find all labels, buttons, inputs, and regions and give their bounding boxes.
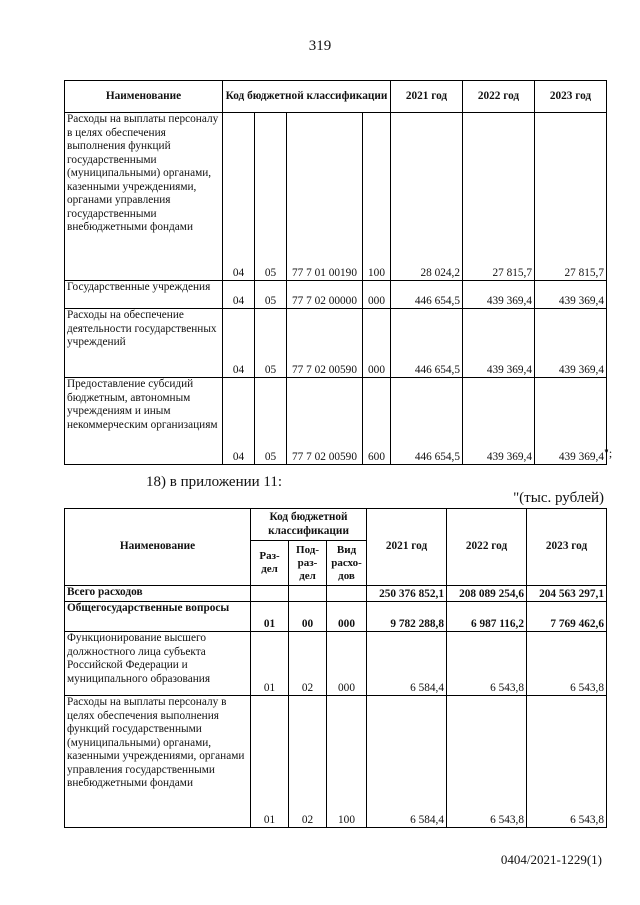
- table-row: [65, 378, 607, 465]
- cell-2023: 6 543,8: [527, 696, 607, 828]
- cell-vid: 100: [363, 113, 391, 281]
- header-name: Наименование: [65, 81, 223, 113]
- cell-2022: 439 369,4: [463, 281, 535, 309]
- cell-2023: 6 543,8: [527, 632, 607, 696]
- header-razdel: Раз-дел: [251, 541, 289, 586]
- closing-quote-mark: ";: [604, 446, 613, 460]
- cell-2021: 9 782 288,8: [367, 602, 447, 632]
- cell-podrazdel: 05: [255, 309, 287, 378]
- cell-2021: 446 654,5: [391, 309, 463, 378]
- cell-podrazdel: 02: [289, 632, 327, 696]
- header-2022: 2022 год: [447, 509, 527, 586]
- section-heading: 18) в приложении 11:: [146, 474, 283, 490]
- cell-2022: 6 987 116,2: [447, 602, 527, 632]
- cell-vid: 000: [363, 281, 391, 309]
- table-row: [65, 309, 607, 378]
- cell-podrazdel: 00: [289, 602, 327, 632]
- cell-2022: 208 089 254,6: [447, 586, 527, 602]
- header-2023: 2023 год: [535, 81, 607, 113]
- table-row: [65, 632, 607, 696]
- cell-2021: 28 024,2: [391, 113, 463, 281]
- cell-2021: 446 654,5: [391, 378, 463, 465]
- header-podrazdel: Под-раз-дел: [289, 541, 327, 586]
- cell-podrazdel: 05: [255, 378, 287, 465]
- cell-razdel: 01: [251, 696, 289, 828]
- cell-podrazdel: 05: [255, 281, 287, 309]
- header-name: Наименование: [65, 509, 251, 586]
- table-row: [65, 696, 607, 828]
- cell-2022: 439 369,4: [463, 309, 535, 378]
- cell-2023: 439 369,4: [535, 281, 607, 309]
- cell-vid: 000: [363, 309, 391, 378]
- cell-razdel: 04: [223, 309, 255, 378]
- budget-table-2: [64, 508, 607, 828]
- header-code: Код бюджетной классификации: [251, 509, 367, 541]
- row-name: Государственные учреждения: [65, 281, 223, 309]
- cell-2021: 446 654,5: [391, 281, 463, 309]
- cell-podrazdel: 05: [255, 113, 287, 281]
- units-label: "(тыс. рублей): [513, 490, 604, 506]
- cell-2022: 6 543,8: [447, 696, 527, 828]
- cell-2023: 7 769 462,6: [527, 602, 607, 632]
- document-number: 0404/2021-1229(1): [500, 852, 602, 867]
- cell-razdel: 01: [251, 602, 289, 632]
- cell-empty: [289, 586, 327, 602]
- header-2023: 2023 год: [527, 509, 607, 586]
- cell-csr: 77 7 02 00000: [287, 281, 363, 309]
- table-row: [65, 602, 607, 632]
- cell-2023: 27 815,7: [535, 113, 607, 281]
- total-row: [65, 586, 607, 602]
- row-name: Расходы на обеспечение деятельности государственных учреждений: [65, 309, 223, 378]
- cell-vid: 100: [327, 696, 367, 828]
- cell-2023: 439 369,4: [535, 378, 607, 465]
- cell-vid: 000: [327, 602, 367, 632]
- cell-vid: 600: [363, 378, 391, 465]
- cell-2022: 27 815,7: [463, 113, 535, 281]
- cell-2022: 6 543,8: [447, 632, 527, 696]
- row-name: Предоставление субсидий бюджетным, автономным учреждениям и иным некоммерческим организациям: [65, 378, 223, 465]
- cell-csr: 77 7 02 00590: [287, 309, 363, 378]
- row-name: Общегосударственные вопросы: [65, 602, 251, 632]
- header-code: Код бюджетной классификации: [223, 81, 391, 113]
- cell-empty: [251, 586, 289, 602]
- cell-2021: 6 584,4: [367, 696, 447, 828]
- header-2021: 2021 год: [391, 81, 463, 113]
- table-row: [65, 113, 607, 281]
- header-vid: Вид расхо-дов: [327, 541, 367, 586]
- table-row: [65, 281, 607, 309]
- row-name: Расходы на выплаты персоналу в целях обеспечения выполнения функций государственными (муниципальными) органами, казенными учреждениями, органами управления государственными внебюджетными фондами: [65, 113, 223, 281]
- cell-razdel: 04: [223, 378, 255, 465]
- header-2021: 2021 год: [367, 509, 447, 586]
- total-label: Всего расходов: [65, 586, 251, 602]
- cell-empty: [327, 586, 367, 602]
- cell-vid: 000: [327, 632, 367, 696]
- cell-razdel: 04: [223, 281, 255, 309]
- row-name: Расходы на выплаты персоналу в целях обеспечения выполнения функций государственными (муниципальными) органами, казенными учреждениями, органами управления государственными внебюджетными фондами: [65, 696, 251, 828]
- budget-table-1: [64, 80, 607, 465]
- cell-razdel: 01: [251, 632, 289, 696]
- cell-2023: 204 563 297,1: [527, 586, 607, 602]
- header-2022: 2022 год: [463, 81, 535, 113]
- cell-2023: 439 369,4: [535, 309, 607, 378]
- cell-csr: 77 7 01 00190: [287, 113, 363, 281]
- page-number: 319: [308, 38, 332, 54]
- cell-razdel: 04: [223, 113, 255, 281]
- cell-csr: 77 7 02 00590: [287, 378, 363, 465]
- cell-2021: 250 376 852,1: [367, 586, 447, 602]
- row-name: Функционирование высшего должностного лица субъекта Российской Федерации и муниципального образования: [65, 632, 251, 696]
- cell-podrazdel: 02: [289, 696, 327, 828]
- cell-2021: 6 584,4: [367, 632, 447, 696]
- cell-2022: 439 369,4: [463, 378, 535, 465]
